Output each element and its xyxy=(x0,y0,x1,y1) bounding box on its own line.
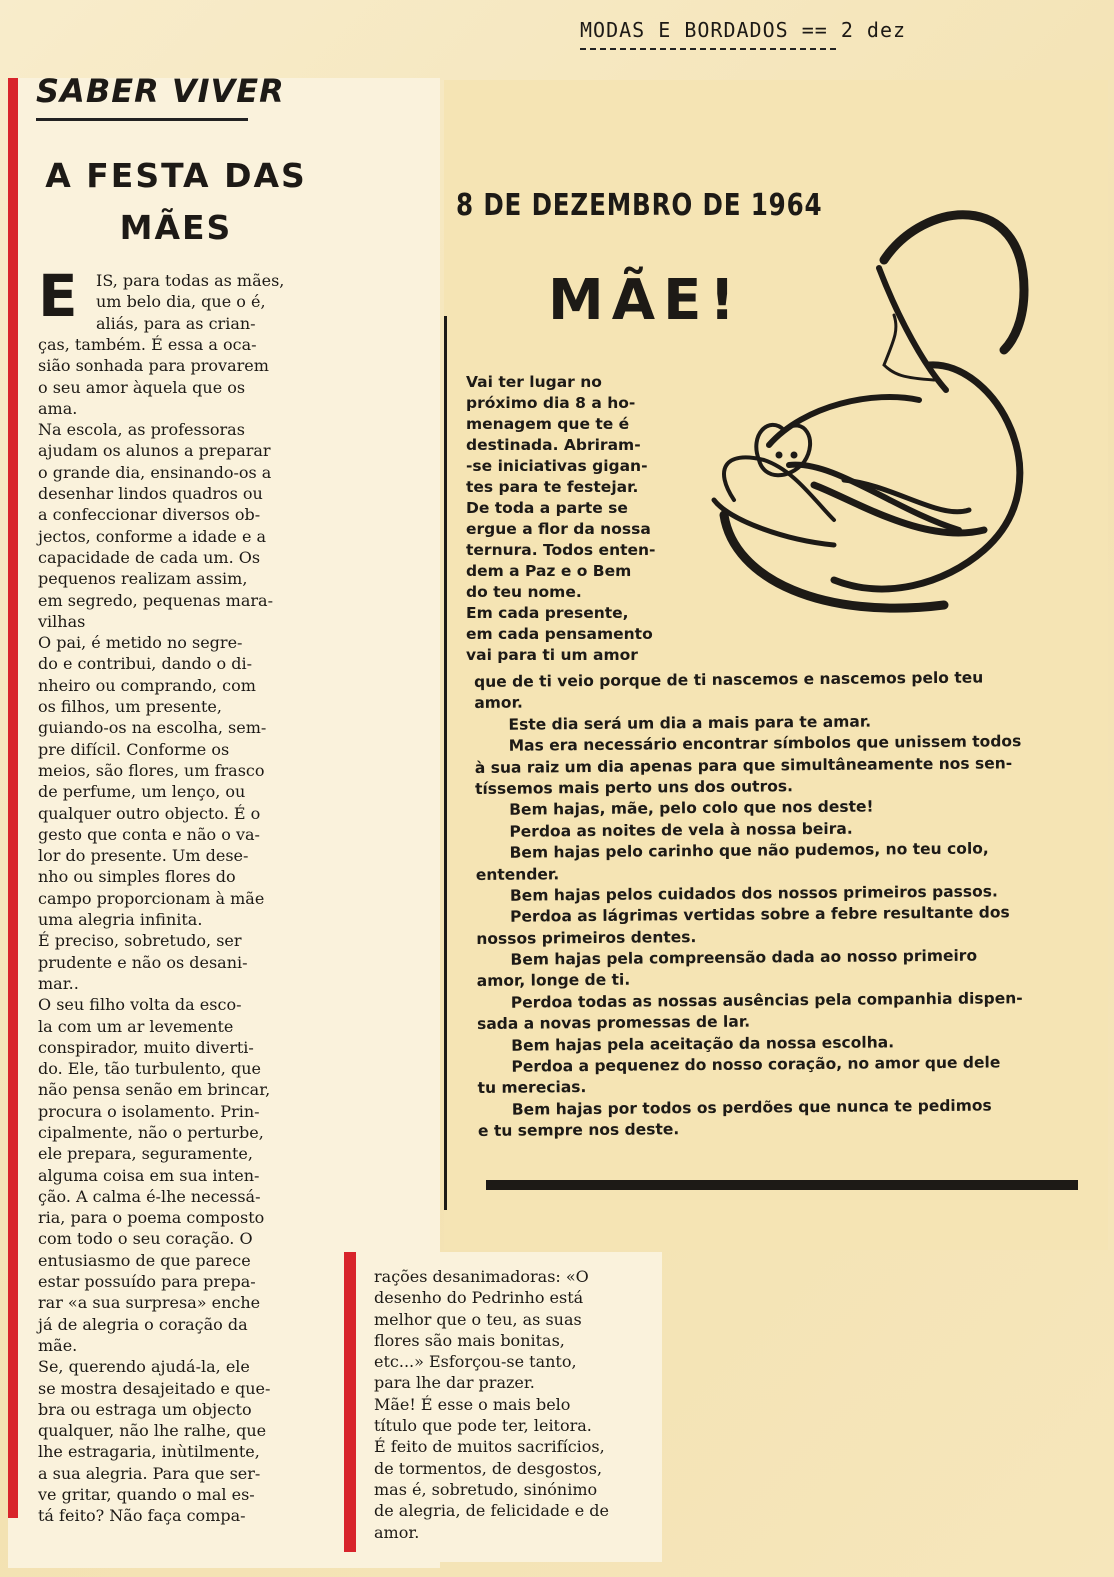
text-line: la com um ar levemente xyxy=(38,1016,234,1036)
text-line: nheiro ou comprando, com xyxy=(38,675,256,695)
text-line: e tu sempre nos deste. xyxy=(477,1120,680,1141)
text-line: à sua raiz um dia apenas para que simultâneamente nos sen- xyxy=(474,753,1013,777)
text-line: Na escola, as professoras xyxy=(38,420,245,440)
article-intro xyxy=(96,270,284,334)
text-line: o seu amor àquela que os xyxy=(38,377,246,397)
text-line: os filhos, um presente, xyxy=(38,697,222,717)
text-line: desenho do Pedrinho está xyxy=(374,1288,584,1308)
header-underline xyxy=(580,48,836,50)
text-line: ção. A calma é-lhe necessá- xyxy=(38,1186,261,1206)
text-line: O pai, é metido no segre- xyxy=(38,633,243,653)
text-line: de perfume, um lenço, ou xyxy=(38,782,246,802)
text-line: Bem hajas pelo carinho que não pudemos, no teu colo, xyxy=(509,839,989,862)
mae-intro-text xyxy=(466,372,656,666)
mae-body-text xyxy=(474,667,1078,1143)
text-line: capacidade de cada um. Os xyxy=(38,547,261,567)
text-line: não pensa senão em brincar, xyxy=(38,1080,271,1100)
text-line: do. Ele, tão turbulento, que xyxy=(38,1059,261,1079)
text-line: um belo dia, que o é, xyxy=(96,292,266,312)
drop-cap: E xyxy=(38,262,78,330)
text-line: Bem hajas pela compreensão dada ao nosso primeiro xyxy=(510,946,978,969)
text-line: lor do presente. Um dese- xyxy=(38,846,249,866)
text-line: o grande dia, ensinando-os a xyxy=(38,462,272,482)
text-line: -se iniciativas gigan- xyxy=(466,457,648,475)
text-line: a sua alegria. Para que ser- xyxy=(38,1463,261,1483)
text-line: gesto que conta e não o va- xyxy=(38,824,260,844)
text-line: de tormentos, de desgostos, xyxy=(374,1458,603,1478)
text-line: desenhar lindos quadros ou xyxy=(38,484,263,504)
text-line: Bem hajas, mãe, pelo colo que nos deste! xyxy=(509,797,874,820)
text-line: ergue a flor da nossa xyxy=(466,520,651,538)
text-line: prudente e não os desani- xyxy=(38,952,248,972)
text-line: lhe estragaria, inùtilmente, xyxy=(38,1442,260,1462)
text-line: ajudam os alunos a preparar xyxy=(38,441,271,461)
text-line: para lhe dar prazer. xyxy=(374,1373,535,1393)
article-title-line-1: A FESTA DAS xyxy=(45,156,307,195)
text-line: ternura. Todos enten- xyxy=(466,541,656,559)
text-line: Mãe! É esse o mais belo xyxy=(374,1394,571,1414)
text-line: próximo dia 8 a ho- xyxy=(466,394,636,412)
text-line: estar possuído para prepa- xyxy=(38,1272,256,1292)
text-line: do teu nome. xyxy=(466,583,582,601)
text-line: De toda a parte se xyxy=(466,499,628,517)
text-line: já de alegria o coração da xyxy=(38,1314,248,1334)
text-line: guiando-os na escolha, sem- xyxy=(38,718,267,738)
text-line: rar «a sua surpresa» enche xyxy=(38,1293,261,1313)
text-line: entusiasmo de que parece xyxy=(38,1250,251,1270)
article-title xyxy=(36,150,316,254)
right-vertical-rule xyxy=(444,316,447,1210)
text-line: jectos, conforme a idade e a xyxy=(38,526,267,546)
text-line: Perdoa as lágrimas vertidas sobre a febre resultante dos xyxy=(510,903,1010,926)
text-line: destinada. Abriram- xyxy=(466,436,641,454)
text-line: meios, são flores, um frasco xyxy=(38,760,265,780)
text-line: pre difícil. Conforme os xyxy=(38,739,230,759)
text-line: título que pode ter, leitora. xyxy=(374,1416,592,1436)
page-header: MODAS E BORDADOS == 2 dez xyxy=(580,18,907,42)
text-line: bra ou estraga um objecto xyxy=(38,1399,252,1419)
text-line: entender. xyxy=(475,864,560,884)
text-line: flores são mais bonitas, xyxy=(374,1330,565,1350)
section-underline xyxy=(36,118,248,121)
text-line: vilhas xyxy=(38,611,86,631)
text-line: rações desanimadoras: «O xyxy=(374,1267,589,1286)
text-line: mar.. xyxy=(38,973,79,993)
small-red-margin-bar xyxy=(344,1252,356,1552)
text-line: que de ti veio porque de ti nascemos e nascemos pelo teu xyxy=(474,668,984,691)
text-line: cipalmente, não o perturbe, xyxy=(38,1122,264,1142)
text-line: com todo o seu coração. O xyxy=(38,1229,253,1249)
text-line: amor. xyxy=(374,1522,420,1542)
text-line: qualquer, não lhe ralhe, que xyxy=(38,1421,267,1441)
text-line: em cada pensamento xyxy=(466,625,653,643)
text-line: tíssemos mais perto uns dos outros. xyxy=(474,777,794,798)
text-line: É preciso, sobretudo, ser xyxy=(38,931,242,951)
text-line: ças, também. É essa a oca- xyxy=(38,335,257,354)
text-line: campo proporcionam à mãe xyxy=(38,888,265,908)
text-line: É feito de muitos sacrifícios, xyxy=(374,1437,605,1457)
text-line: Perdoa todas as nossas ausências pela companhia dispen- xyxy=(510,989,1023,1012)
text-line: sada a novas promessas de lar. xyxy=(476,1012,751,1034)
text-line: ria, para o poema composto xyxy=(38,1208,265,1228)
text-line: alguma coisa em sua inten- xyxy=(38,1165,260,1185)
text-line: Se, querendo ajudá-la, ele xyxy=(38,1357,250,1377)
text-line: tá feito? Não faça compa- xyxy=(38,1506,246,1526)
text-line: sião sonhada para provarem xyxy=(38,356,269,376)
text-line: dem a Paz e o Bem xyxy=(466,562,632,580)
article-title-line-2: MÃES xyxy=(119,208,233,247)
article-continuation xyxy=(374,1266,609,1543)
text-line: ama. xyxy=(38,398,78,418)
text-line: Este dia será um dia a mais para te amar. xyxy=(508,712,872,734)
text-line: tu merecias. xyxy=(477,1078,587,1098)
text-line: procura o isolamento. Prin- xyxy=(38,1101,260,1121)
text-line: pequenos realizam assim, xyxy=(38,569,248,589)
closing-rule xyxy=(486,1180,1078,1190)
text-line: amor. xyxy=(474,693,523,713)
text-line: Mas era necessário encontrar símbolos que unissem todos xyxy=(508,732,1022,755)
text-line: menagem que te é xyxy=(466,415,630,433)
text-line: mãe. xyxy=(38,1335,78,1355)
text-line: aliás, para as crian- xyxy=(96,313,256,333)
mother-and-child-illustration xyxy=(694,200,1064,640)
left-red-margin-bar xyxy=(8,78,18,1518)
text-line: mas é, sobretudo, sinónimo xyxy=(374,1479,598,1499)
text-line: Em cada presente, xyxy=(466,604,629,622)
text-line: em segredo, pequenas mara- xyxy=(38,590,273,610)
text-line: de alegria, de felicidade e de xyxy=(374,1501,609,1521)
text-line: do e contribui, dando o di- xyxy=(38,654,252,674)
text-line: O seu filho volta da esco- xyxy=(38,995,242,1015)
text-line: conspirador, muito diverti- xyxy=(38,1037,254,1057)
text-line: a confeccionar diversos ob- xyxy=(38,505,261,525)
text-line: Perdoa as noites de vela à nossa beira. xyxy=(509,819,853,841)
text-line: Bem hajas por todos os perdões que nunca te pedimos xyxy=(511,1096,992,1119)
text-line: etc...» Esforçou-se tanto, xyxy=(374,1352,577,1372)
text-line: IS, para todas as mães, xyxy=(96,271,285,290)
text-line: melhor que o teu, as suas xyxy=(374,1309,582,1329)
text-line: ve gritar, quando o mal es- xyxy=(38,1485,255,1505)
mae-title: MÃE! xyxy=(548,268,743,333)
text-line: tes para te festejar. xyxy=(466,478,639,496)
text-line: ele prepara, seguramente, xyxy=(38,1144,253,1164)
text-line: qualquer outro objecto. É o xyxy=(38,803,261,823)
text-line: nho ou simples flores do xyxy=(38,867,236,887)
text-line: uma alegria infinita. xyxy=(38,910,203,930)
text-line: Bem hajas pelos cuidados dos nossos primeiros passos. xyxy=(509,882,998,905)
text-line: vai para ti um amor xyxy=(466,646,638,664)
text-line: se mostra desajeitado e que- xyxy=(38,1378,271,1398)
text-line: amor, longe de ti. xyxy=(476,971,631,991)
date-heading: 8 DE DEZEMBRO DE 1964 xyxy=(456,188,823,223)
text-line: Vai ter lugar no xyxy=(466,373,602,391)
text-line: Perdoa a pequenez do nosso coração, no amor que dele xyxy=(511,1053,1001,1076)
text-line: Bem hajas pela aceitação da nossa escolha. xyxy=(511,1032,895,1055)
text-line: nossos primeiros dentes. xyxy=(476,927,697,948)
section-title: SABER VIVER xyxy=(36,72,285,110)
article-body xyxy=(38,334,273,1527)
